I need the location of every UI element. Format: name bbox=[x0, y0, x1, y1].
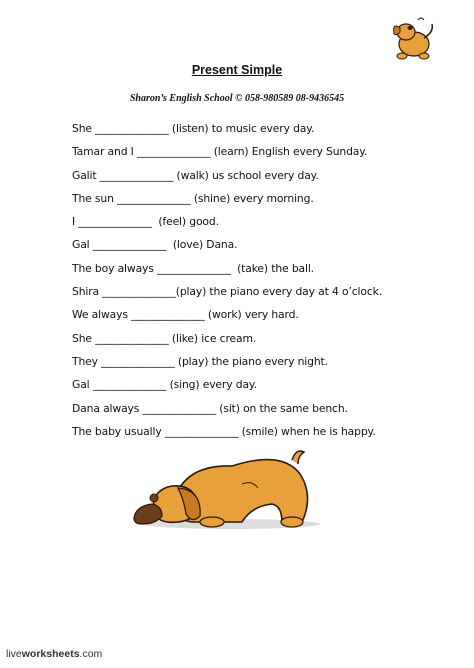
exercise-item: Tamar and I ______________ (learn) English every Sunday. bbox=[72, 145, 368, 159]
exercise-item: They ______________ (play) the piano every night. bbox=[72, 354, 328, 368]
sleeping-dog-illustration bbox=[132, 444, 322, 534]
exercise-item: We always ______________ (work) very hard. bbox=[72, 308, 299, 322]
exercise-item: Dana always ______________ (sit) on the same bench. bbox=[72, 401, 348, 415]
exercise-item: She ______________ (like) ice cream. bbox=[72, 331, 257, 345]
exercise-item: She ______________ (listen) to music every day. bbox=[72, 122, 315, 135]
footer-brand-bold: worksheets bbox=[21, 648, 80, 660]
tumbling-dog-illustration bbox=[384, 14, 440, 66]
worksheet-title: Present Simple bbox=[191, 63, 283, 77]
footer-brand-light: live bbox=[6, 648, 22, 660]
exercise-list bbox=[72, 122, 432, 448]
exercise-item: The boy always ______________ (take) the ball. bbox=[72, 261, 314, 275]
exercise-item: I ______________ (feel) good. bbox=[72, 215, 219, 229]
exercise-item: Shira ______________(play) the piano every day at 4 o’clock. bbox=[72, 285, 382, 299]
exercise-item: Gal ______________ (love) Dana. bbox=[72, 238, 238, 252]
exercise-item: Galit ______________ (walk) us school every day. bbox=[72, 168, 319, 182]
exercise-item: The baby usually ______________ (smile) when he is happy. bbox=[72, 424, 376, 438]
worksheet-subtitle: Sharon’s English School © 058-980589 08-9436545 bbox=[129, 93, 345, 104]
exercise-item: Gal ______________ (sing) every day. bbox=[72, 378, 257, 392]
footer-brand-suffix: .com bbox=[79, 648, 103, 660]
site-footer bbox=[6, 648, 102, 660]
exercise-item: The sun ______________ (shine) every morning. bbox=[72, 191, 314, 205]
